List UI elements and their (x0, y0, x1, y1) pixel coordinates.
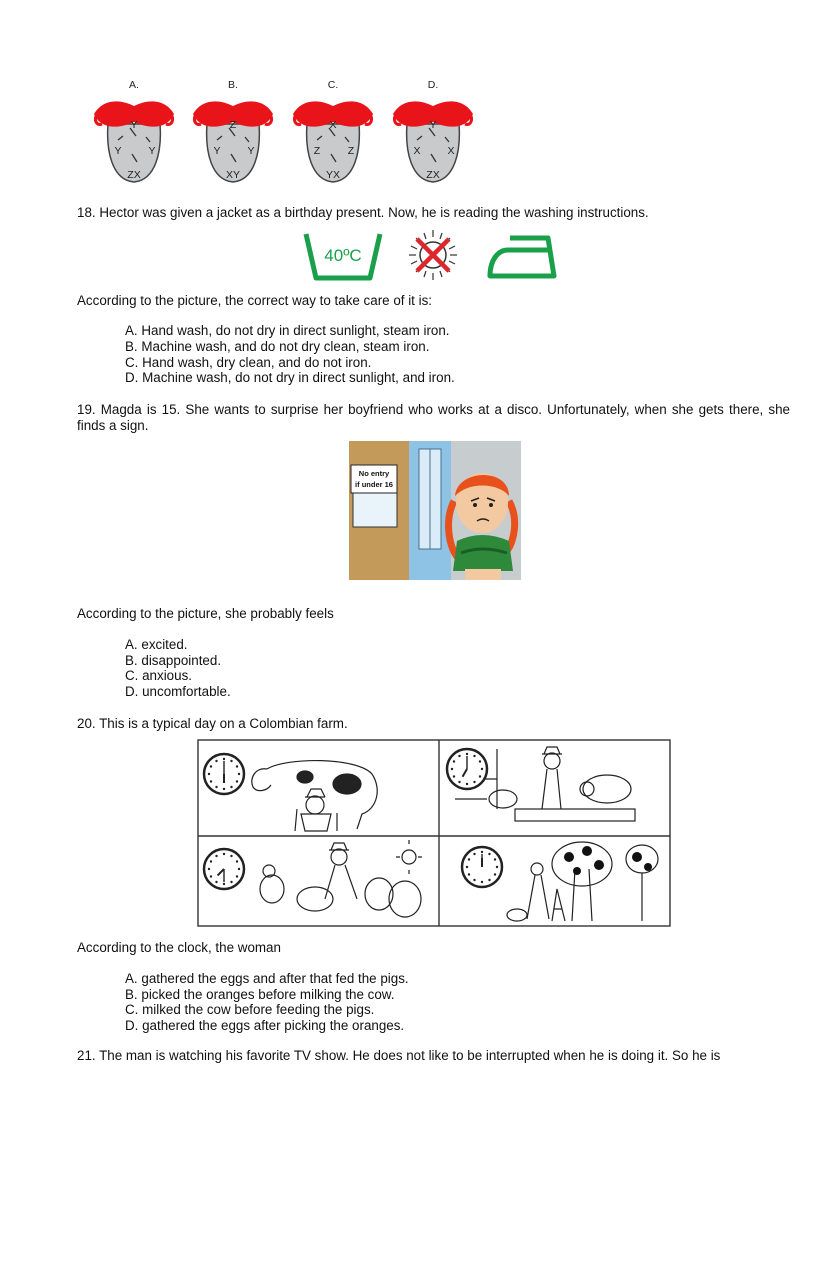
q19-option-b: B. disappointed. (125, 653, 222, 668)
clock-icon (204, 849, 244, 889)
tongue-right-label: Z (347, 145, 355, 157)
q19-option-c: C. anxious. (125, 668, 192, 683)
tongue-option (291, 76, 375, 188)
no-sun-dry-icon (403, 228, 463, 282)
sign-line-1: No entry (358, 469, 390, 478)
tongue-letter: C. (327, 79, 339, 91)
farm-day-illustration (197, 739, 671, 927)
tongue-letter: D. (427, 79, 439, 91)
tongue-right-label: X (447, 145, 455, 157)
sign-line-2: if under 16 (355, 480, 393, 489)
tongue-option (191, 76, 275, 188)
tongue-letter: B. (228, 79, 238, 91)
q20-option-d: D. gathered the eggs after picking the oranges. (125, 1018, 405, 1033)
q20-option-c: C. milked the cow before feeding the pigs. (125, 1002, 375, 1017)
q19-option-a: A. excited. (125, 637, 188, 652)
q20-option-a: A. gathered the eggs and after that fed the pigs. (125, 971, 409, 986)
q19-prompt: According to the picture, she probably feels (77, 606, 334, 621)
q18-option-b: B. Machine wash, and do not dry clean, steam iron. (125, 339, 430, 354)
q19-question-line1: 19. Magda is 15. She wants to surprise her boyfriend who works at a disco. Unfortunately, when she gets there, she (77, 402, 790, 417)
iron-icon (486, 234, 558, 280)
tongue-left-label: Y (114, 145, 122, 157)
q19-option-d: D. uncomfortable. (125, 684, 231, 699)
tongue-option (391, 76, 475, 188)
tongue-top-label: Y (429, 119, 437, 131)
q18-option-c: C. Hand wash, dry clean, and do not iron. (125, 355, 372, 370)
hand-wash-40-icon (302, 230, 384, 282)
tongue-bottom-label: ZX (127, 169, 141, 181)
tongue-right-label: Y (247, 145, 255, 157)
tongue-option (92, 76, 176, 188)
q21-question: 21. The man is watching his favorite TV show. He does not like to be interrupted when he is doing it. So he is (77, 1048, 721, 1063)
q19-question-line2: finds a sign. (77, 418, 149, 433)
q18-question: 18. Hector was given a jacket as a birthday present. Now, he is reading the washing instructions. (77, 205, 649, 220)
tongue-bottom-label: ZX (426, 169, 440, 181)
tongue-top-label: Z (229, 119, 237, 131)
q20-prompt: According to the clock, the woman (77, 940, 281, 955)
q18-option-a: A. Hand wash, do not dry in direct sunlight, steam iron. (125, 323, 450, 338)
q18-prompt: According to the picture, the correct way to take care of it is: (77, 293, 433, 308)
tongue-top-label: Y (130, 119, 138, 131)
wash-temp-label: 40ºC (324, 246, 362, 265)
no-entry-illustration (349, 441, 521, 580)
clock-icon (462, 847, 502, 887)
tongue-left-label: X (413, 145, 421, 157)
q18-option-d: D. Machine wash, do not dry in direct sunlight, and iron. (125, 370, 455, 385)
tongue-letter: A. (129, 79, 139, 91)
tongue-right-label: Y (148, 145, 156, 157)
tongue-left-label: Y (213, 145, 221, 157)
tongue-top-label: X (329, 119, 337, 131)
tongue-bottom-label: XY (225, 169, 241, 181)
clock-icon (204, 754, 244, 794)
tongue-bottom-label: YX (325, 169, 341, 181)
tongue-left-label: Z (313, 145, 321, 157)
q20-question: 20. This is a typical day on a Colombian farm. (77, 716, 348, 731)
q20-option-b: B. picked the oranges before milking the cow. (125, 987, 395, 1002)
clock-icon (447, 749, 487, 789)
